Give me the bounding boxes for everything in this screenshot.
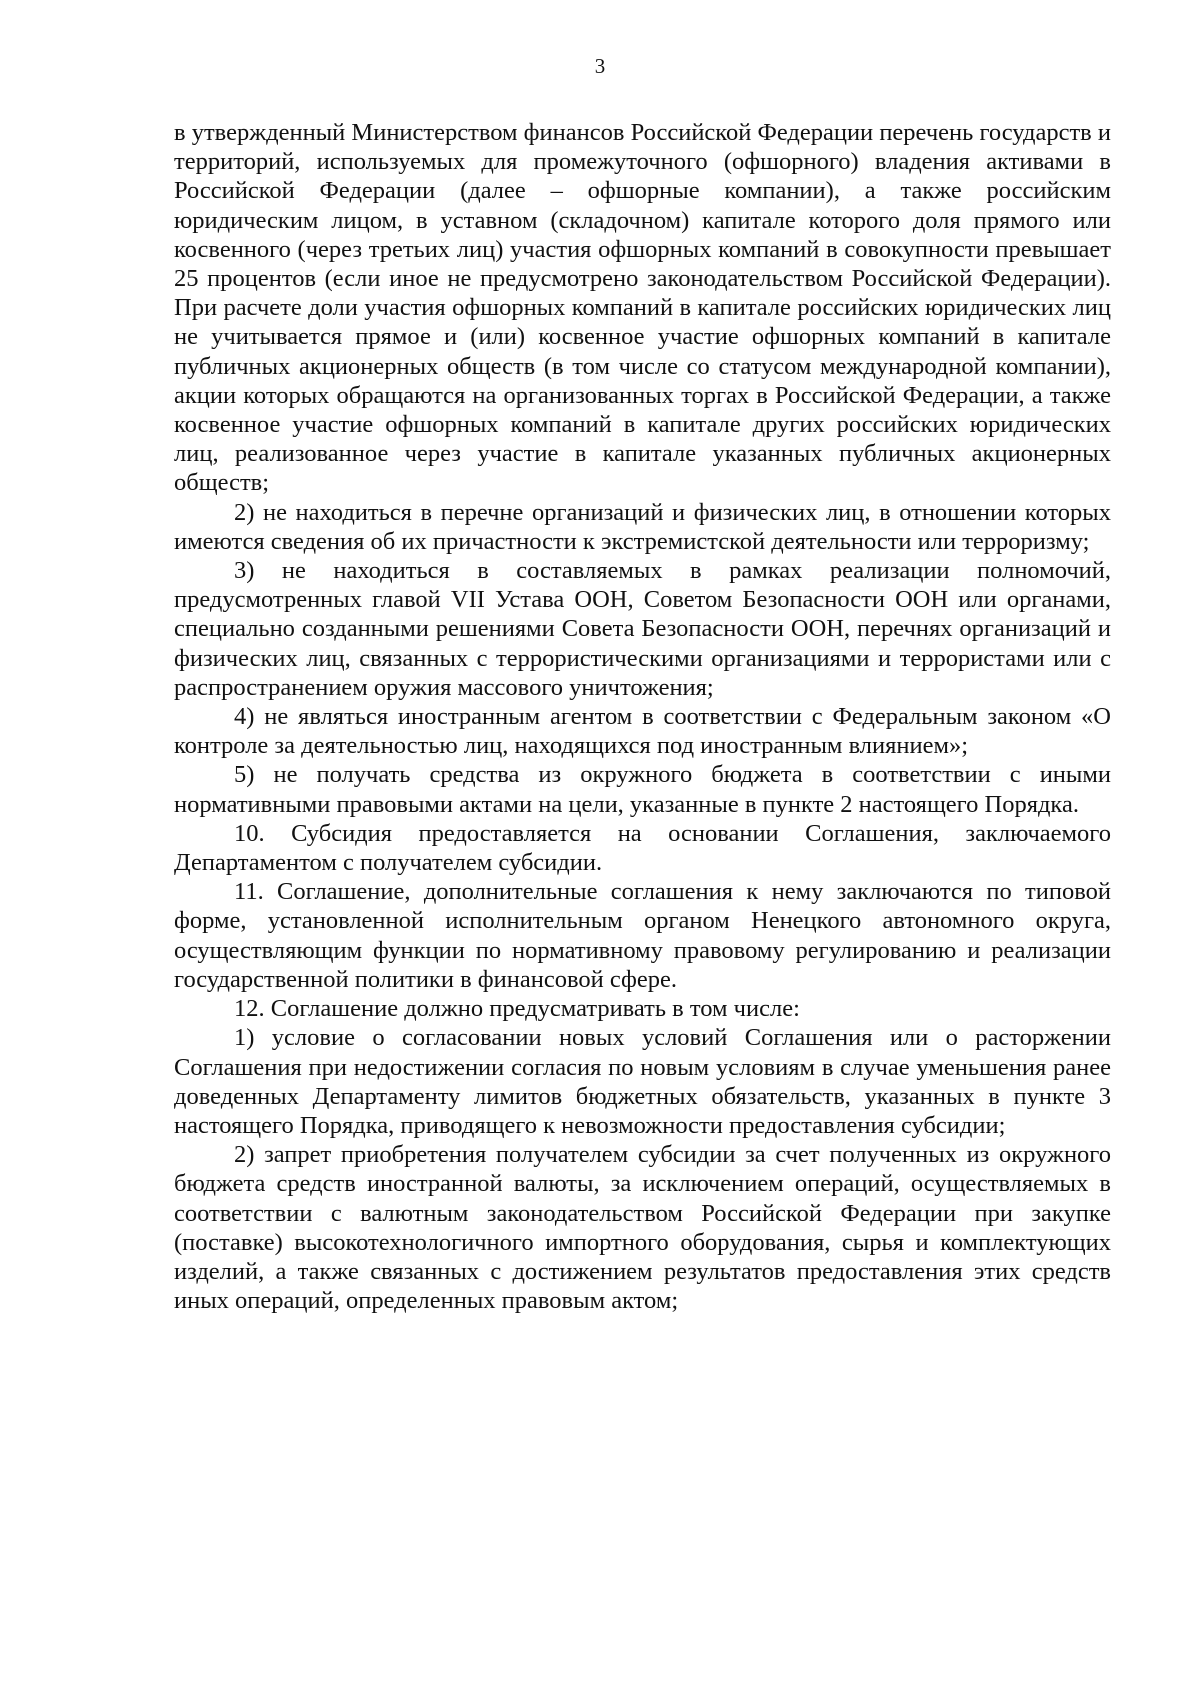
paragraph-clause-12: 12. Соглашение должно предусматривать в том числе: [234, 995, 800, 1023]
paragraph-clause-10: 10. Субсидия предоставляется на основании Соглашения, заключаемого Департаментом с получателем субсидии. [174, 819, 1111, 877]
paragraph-item-5-budget-funds: 5) не получать средства из окружного бюджета в соответствии с иными нормативными правовыми актами на цели, указанные в пункте 2 настоящего Порядка. [174, 761, 1111, 818]
paragraph-clause-11: 11. Соглашение, дополнительные соглашения к нему заключаются по типовой форме, установленной исполнительным органом Ненецкого автономного округа, осуществляющим функции по нормативному правовому регулированию и реализации государственной политики в финансовой сфере. [174, 878, 1111, 993]
paragraph-clause-12-item-1: 1) условие о согласовании новых условий Соглашения или о расторжении Соглашения при недостижении согласия по новым условиям в случае уменьшения ранее доведенных Департаменту лимитов бюджетных обязательств, указанных в пункте 3 настоящего Порядка, приводящего к невозможности предоставления субсидии; [174, 1024, 1111, 1139]
paragraph-offshore-continuation: в утвержденный Министерством финансов Российской Федерации перечень государств и территорий, используемых для промежуточного (офшорного) владения активами в Российской Федерации (далее – офшорные компании), а также российским юридическим лицом, в уставном (складочном) капитале которого доля прямого или косвенного (через третьих лиц) участия офшорных компаний в совокупности превышает 25 процентов (если иное не предусмотрено законодательством Российской Федерации). При расчете доли участия офшорных компаний в капитале российских юридических лиц не учитывается прямое и (или) косвенное участие офшорных компаний в капитале публичных акционерных обществ (в том числе со статусом международной компании), акции которых обращаются на организованных торгах в Российской Федерации, а также косвенное участие офшорных компаний в капитале других российских юридических лиц, реализованное через участие в капитале указанных публичных акционерных обществ; [174, 119, 1111, 497]
paragraph-item-2-extremism: 2) не находиться в перечне организаций и физических лиц, в отношении которых имеются сведения об их причастности к экстремистской деятельности или терроризму; [174, 498, 1111, 555]
document-body [174, 118, 1111, 1315]
paragraph-item-4-foreign-agent: 4) не являться иностранным агентом в соответствии с Федеральным законом «О контроле за деятельностью лиц, находящихся под иностранным влиянием»; [174, 703, 1111, 760]
page-number: 3 [594, 54, 606, 78]
paragraph-item-3-un-lists: 3) не находиться в составляемых в рамках реализации полномочий, предусмотренных главой VII Устава ООН, Советом Безопасности ООН или органами, специально созданными решениями Совета Безопасности ООН, перечнях организаций и физических лиц, связанных с террористическими организациями и террористами или с распространением оружия массового уничтожения; [174, 557, 1111, 701]
paragraph-clause-12-item-2: 2) запрет приобретения получателем субсидии за счет полученных из окружного бюджета средств иностранной валюты, за исключением операций, осуществляемых в соответствии с валютным законодательством Российской Федерации при закупке (поставке) высокотехнологичного импортного оборудования, сырья и комплектующих изделий, а также связанных с достижением результатов предоставления этих средств иных операций, определенных правовым актом; [174, 1141, 1111, 1315]
